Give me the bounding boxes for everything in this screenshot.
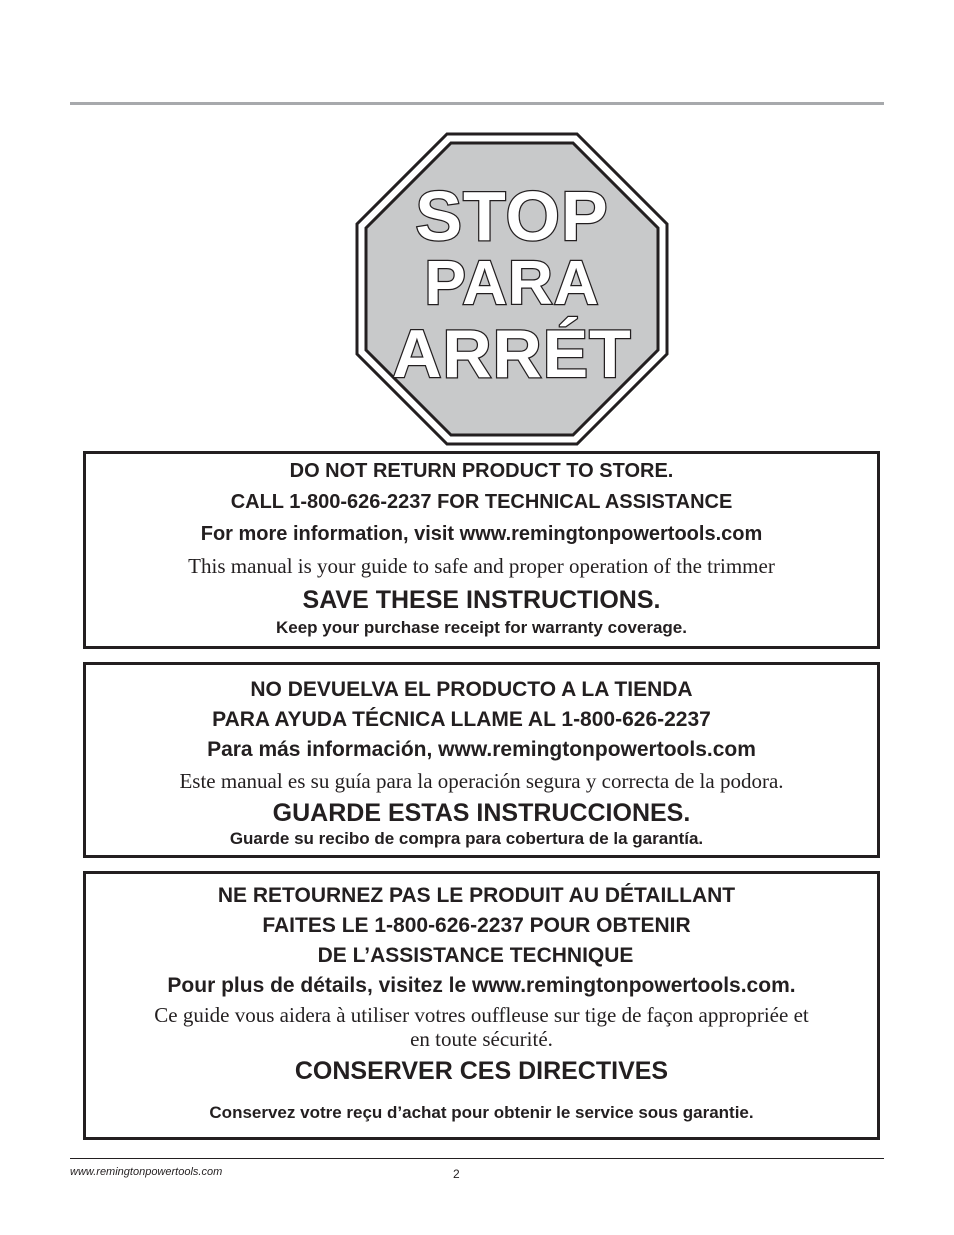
french-save-heading: CONSERVER CES DIRECTIVES bbox=[294, 1057, 669, 1085]
footer-url: www.remingtonpowertools.com bbox=[70, 1166, 223, 1178]
stop-sign-icon bbox=[355, 132, 669, 446]
french-receipt-note: Conservez votre reçu d’achat pour obtenir le service sous garantie. bbox=[209, 1103, 754, 1122]
french-notice-box bbox=[83, 871, 880, 1140]
english-notice-box bbox=[83, 451, 880, 649]
bottom-rule bbox=[70, 1158, 884, 1159]
spanish-manual-guide: Este manual es su guía para la operación segura y correcta de la podora. bbox=[179, 769, 784, 793]
english-save-heading: SAVE THESE INSTRUCTIONS. bbox=[302, 586, 661, 614]
english-do-not-return: DO NOT RETURN PRODUCT TO STORE. bbox=[289, 460, 674, 482]
english-manual-guide: This manual is your guide to safe and proper operation of the trimmer bbox=[188, 554, 775, 578]
spanish-receipt-note: Guarde su recibo de compra para cobertura de la garantía. bbox=[229, 829, 704, 848]
stop-sign-text-arret: ARRÉT bbox=[392, 316, 632, 392]
spanish-more-info: Para más información, www.remingtonpowertools.com bbox=[207, 738, 756, 761]
french-guide-line1: Ce guide vous aidera à utiliser votres ouffleuse sur tige de façon appropriée et bbox=[154, 1003, 809, 1027]
english-more-info: For more information, visit www.remingtonpowertools.com bbox=[200, 523, 763, 545]
french-faites-le: FAITES LE 1-800-626-2237 POUR OBTENIR bbox=[262, 914, 691, 937]
top-rule bbox=[70, 102, 884, 105]
spanish-no-devuelva: NO DEVUELVA EL PRODUCTO A LA TIENDA bbox=[250, 678, 693, 701]
spanish-ayuda-tecnica: PARA AYUDA TÉCNICA LLAME AL 1-800-626-2237 bbox=[212, 708, 711, 731]
spanish-notice-box bbox=[83, 662, 880, 858]
french-more-info: Pour plus de détails, visitez le www.remingtonpowertools.com. bbox=[167, 974, 796, 997]
english-call-number: CALL 1-800-626-2237 FOR TECHNICAL ASSISTANCE bbox=[230, 491, 733, 513]
page-number: 2 bbox=[453, 1167, 460, 1181]
spanish-save-heading: GUARDE ESTAS INSTRUCCIONES. bbox=[272, 799, 691, 827]
french-assistance: DE L’ASSISTANCE TECHNIQUE bbox=[317, 944, 634, 967]
french-guide-line2: en toute sécurité. bbox=[410, 1027, 553, 1051]
french-ne-retournez: NE RETOURNEZ PAS LE PRODUIT AU DÉTAILLANT bbox=[217, 884, 736, 907]
stop-sign-text-stop: STOP bbox=[415, 177, 609, 255]
english-receipt-note: Keep your purchase receipt for warranty coverage. bbox=[276, 618, 687, 637]
stop-sign-text-para: PARA bbox=[424, 249, 600, 318]
